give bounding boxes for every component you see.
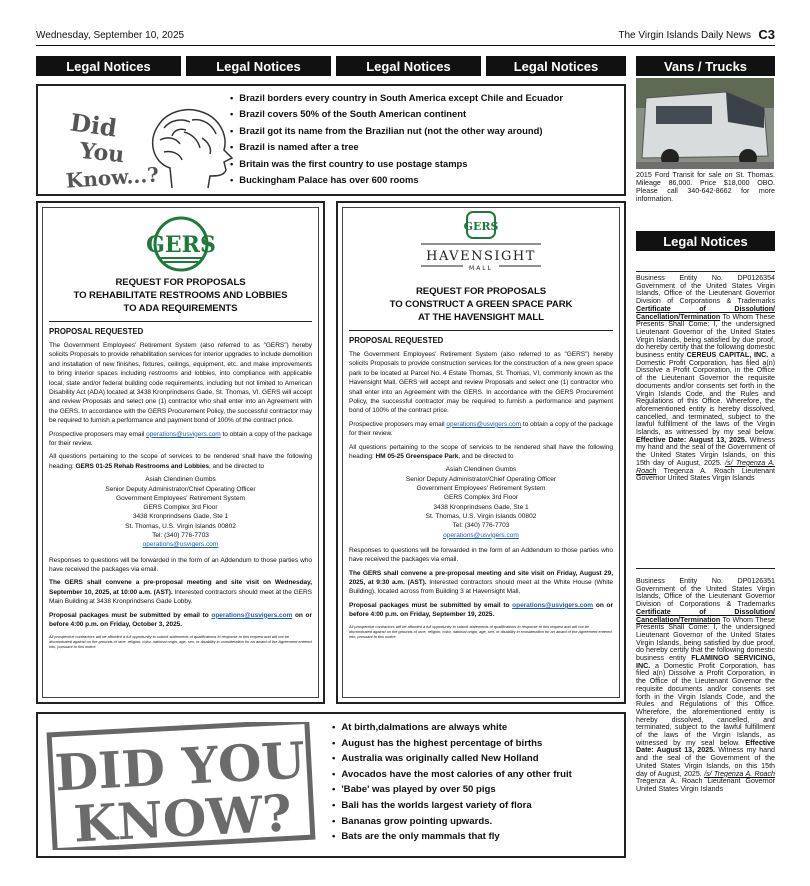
fact-item: • Brazil is named after a tree (230, 141, 563, 152)
contact-email-link[interactable]: operations@usvigers.com (443, 531, 519, 539)
did-you-know-bottom-facts (332, 722, 572, 847)
proposal-requested-heading: PROPOSAL REQUESTED (349, 330, 613, 345)
fact-item: • Bananas grow pointing upwards. (332, 816, 572, 827)
did-you-know-top-box (36, 84, 626, 196)
rfp-left-contact: Asiah Clendinen Gumbs Senior Deputy Administrator/Chief Operating Officer Government Employees' Retirement System GERS Complex 3rd Floor 3438 Kronprindsens Gade, Ste 1 St. Thomas, U.S. Virgin Islands 00802 Tel: (340) 776-7703 operations@usvigers.com (43, 475, 318, 549)
contact-email-link[interactable]: operations@usvigers.com (142, 541, 219, 549)
gers-logo (43, 208, 318, 270)
rfp-left-title: REQUEST FOR PROPOSALS TO REHABILITATE RESTROOMS AND LOBBIES TO ADA REQUIREMENTS (73, 277, 288, 314)
issue-date: Wednesday, September 10, 2025 (36, 30, 185, 41)
dissolution-notice-flamingo: Business Entity No. DP0126351 Government of the United States Virgin Islands, Office of the Lieutenant Governor Division of Corporations & Trademarks Certificate of Dissolution/ Cancellation/Termination To Whom These Presents Shall Come: I, the undersigned Lieutenant Governor of the United States Virgin Islands, being satisfied by due proof, do hereby certify that the following domestic business entity FLAMINGO SERVICING, INC. a Domestic Profit Corporation, has filed a(n) Dissolve a Profit Corporation, in the Office of the Lieutenant Governor the requisite documents and/or consents set forth in the Virgin Islands Code, and the Rules and Regulations of this Office. Wherefore, the aforementioned entity is hereby dissolved, cancelled, and terminated, subject to the lawful fulfillment of the laws of the Virgin Islands, as witnessed by my seal below. Effective Date: August 13, 2025. Witness my hand and the seal of the Government of the United States Virgin Islands, on this 15th day of August, 2025. /s/ Tregenza A. Roach Tregenza A. Roach Lieutenant Governor United States Virgin Islands (636, 577, 775, 793)
stamp-line-1: DID YOU (53, 730, 307, 803)
havensight-logo (343, 208, 619, 285)
rfp-left-fine-print: All prospective contractors will be afforded a full opportunity to submit statements of qualifications in response to this request and will not be discriminated against on the grounds of race, religion, color, national origin, age, sex, or disability in consideration for an award of the Agreement entered into, pursuant to this notice. (49, 633, 312, 649)
did-you-know-stamp (46, 722, 316, 850)
dissolution-notice-cereus: Business Entity No. DP0126354 Government of the United States Virgin Islands, Office of the Lieutenant Governor Division of Corporations & Trademarks Certificate of Dissolution/ Cancellation/Termination To Whom These Presents Shall Come: I, the undersigned Lieutenant Governor of the United States Virgin Islands, being satisfied by due proof, do hereby certify that the following domestic business entity CEREUS CAPITAL, INC. a Domestic Profit Corporation, has filed a(n) Dissolve a Profit Corporation, in the Office of the Lieutenant Governor the requisite documents and/or consents set forth in the Virgin Islands Code, and the Rules and Regulations of this Office. Wherefore, the aforementioned entity is hereby dissolved, cancelled, and terminated, subject to the lawful fulfillment of the laws of the Virgin Islands, as witnessed by my seal below. Effective Date: August 13, 2025. Witness my hand and the seal of the Government of the United States Virgin Islands, on this 15th day of August, 2025. /s/ Tregenza A. Roach Tregenza A. Roach Lieutenant Governor United States Virgin Islands (636, 274, 776, 483)
rfp-restrooms-notice: GERS REQUEST FOR PROPOSALS TO REHABILITATE RESTROOMS AND LOBBIES TO ADA REQUIREMENTS PROPOSAL REQUESTED The Government Employees' Retirement System (also referred to as "GERS") hereby solicits Proposals to provide rehabilitation services for interior upgrades to include demolition and installation of new finishes, fixtures, ceilings, equipment, etc. and make improvements to bring interior spaces including restrooms and lobbies, into compliance with applicable local, state and/or federal building code requirements, including but not limited to American Disability Act (ADA) located at 3438 Kronprindsens Gade, St. Thomas, VI. GERS will accept and review Proposals and select one (1) contractor who shall enter into an Agreement with the GERS. In accordance with the GERS Procurement Policy, the successful contractor may be required to furnish a performance and payment bond of 100% of the contract price. Prospective proposers may email operations@usvigers.com to obtain a copy of the package for their review. All questions pertaining to the scope of services to be rendered shall have the following heading: GERS 01-25 Rehab Restrooms and Lobbies, and be directed to Asiah Clendinen Gumbs Senior Deputy Administrator/Chief Operating Officer Government Employees' Retirement System GERS Complex 3rd Floor 3438 Kronprindsens Gade, Ste 1 St. Thomas, U.S. Virgin Islands 00802 Tel: (340) 776-7703 operations@usvigers.com Responses to questions will be forwarded in the form of an Addendum to those parties who have received the packages via email. The GERS shall convene a pre-proposal meeting and site visit on Wednesday, September 10, 2025, at 10:00 a.m. (AST). Interested contractors should meet at the GERS Main Building at 3438 Kronprindsens Gade Lobby. Proposal packages must be submitted by email to operations@usvigers.com on or before 4:00 p.m. on Friday, October 3, 2025. All prospective contractors will be afforded a full opportunity to submit statements of qualifications in response to this request and will not be discriminated against on the grounds of race, religion, color, national origin, age, sex, or disability in consideration for an award of the Agreement entered into, pursuant to this notice. (36, 201, 325, 704)
fact-item: • Britain was the first country to use postage stamps (230, 158, 563, 169)
fact-item: • Brazil covers 50% of the South American continent (230, 108, 563, 119)
vans-trucks-banner: Vans / Trucks (636, 56, 775, 76)
fact-item: • Australia was originally called New Holland (332, 753, 572, 764)
email-link[interactable]: operations@usvigers.com (146, 430, 221, 438)
legal-notices-banner-1: Legal Notices (36, 56, 181, 76)
notice-divider (636, 271, 775, 272)
fact-item: • August has the highest percentage of births (332, 738, 572, 749)
fact-item: • Brazil borders every country in South America except Chile and Ecuador (230, 92, 563, 103)
art-word-you: You (78, 137, 126, 169)
fact-item: • Avocados have the most calories of any other fruit (332, 769, 572, 780)
fact-item: • At birth,dalmations are always white (332, 722, 572, 733)
mall-word: MALL (469, 265, 493, 272)
header-rule (36, 45, 775, 46)
brain-head-icon (153, 110, 232, 188)
gers-logo-text: GERS (145, 232, 216, 258)
art-word-did: Did (68, 107, 119, 143)
van-ad-text: 2015 Ford Transit for sale on St. Thomas. Mileage 86,000. Price $18,000 OBO. Please call 340-642-8662 for more information. (636, 171, 775, 203)
notice-divider (636, 568, 775, 569)
rfp-right-contact: Asiah Clendinen Gumbs Senior Deputy Administrator/Chief Operating Officer Government Employees' Retirement System GERS Complex 3rd Floor 3438 Kronprindsens Gade, Ste 1 St. Thomas, U.S. Virgin Islands 00802 Tel: (340) 776-7703 operations@usvigers.com (343, 465, 619, 539)
newspaper-name: The Virgin Islands Daily News (618, 30, 751, 41)
art-word-know: Know...? (65, 162, 160, 191)
fact-item: • Buckingham Palace has over 600 rooms (230, 174, 563, 185)
page-header (36, 27, 775, 45)
did-you-know-brain-art (52, 96, 242, 191)
fact-item: • 'Babe' was played by over 50 pigs (332, 784, 572, 795)
submit-email-link[interactable]: operations@usvigers.com (211, 611, 293, 619)
havensight-gers-text: GERS (463, 220, 499, 233)
fact-item: • Bali has the worlds largest variety of flora (332, 800, 572, 811)
proposal-requested-heading: PROPOSAL REQUESTED (49, 321, 312, 336)
van-photo (636, 78, 774, 169)
legal-notices-banner-4: Legal Notices (486, 56, 626, 76)
rfp-right-body: The Government Employees' Retirement System (also referred to as "GERS") hereby solicits Proposals to provide construction services for the construction of a new green space park to be located at Parcel No. 4 Estate Thomas, St. Thomas, VI, commonly known as the Havensight Mall. GERS will accept and review Proposals and select one (1) contractor who shall enter into an Agreement with the GERS. In accordance with the GERS Procurement Policy, the successful contractor may be required to furnish a performance and payment bond of 100% of the contract price. Prospective proposers may email operations@usvigers.com to obtain a copy of the package for their review. All questions pertaining to the scope of services to be rendered shall have the following heading: HM 05-25 Greenspace Park, and be directed to (349, 351, 613, 461)
rfp-left-body: The Government Employees' Retirement System (also referred to as "GERS") hereby solicits Proposals to provide rehabilitation services for interior upgrades to include demolition and installation of new finishes, fixtures, ceilings, equipment, etc. and make improvements to bring interior spaces including restrooms and lobbies, into compliance with applicable local, state and/or federal building code requirements, including but not limited to American Disability Act (ADA) located at 3438 Kronprindsens Gade, St. Thomas, VI. GERS will accept and review Proposals and select one (1) contractor who shall enter into an Agreement with the GERS. In accordance with the GERS Procurement Policy, the successful contractor may be required to furnish a performance and payment bond of 100% of the contract price. Prospective proposers may email operations@usvigers.com to obtain a copy of the package for their review. All questions pertaining to the scope of services to be rendered shall have the following heading: GERS 01-25 Rehab Restrooms and Lobbies, and be directed to (49, 342, 312, 470)
submit-email-link[interactable]: operations@usvigers.com (512, 601, 594, 609)
legal-notices-banner-3: Legal Notices (336, 56, 481, 76)
email-link[interactable]: operations@usvigers.com (446, 420, 522, 428)
stamp-line-2: KNOW? (72, 783, 294, 850)
rfp-right-fine-print: All prospective contractors will be afforded a full opportunity to submit statements of qualifications in response to this request and will not be discriminated against on the grounds of race, religion, color, national origin, age, sex, or disability in consideration for an award of the Agreement entered into, pursuant to this notice. (349, 623, 612, 639)
legal-notices-banner-2: Legal Notices (186, 56, 331, 76)
fact-item: • Bats are the only mammals that fly (332, 831, 572, 842)
rfp-right-title: REQUEST FOR PROPOSALS TO CONSTRUCT A GREEN SPACE PARK AT THE HAVENSIGHT MALL (389, 286, 573, 323)
legal-notices-banner-right: Legal Notices (636, 231, 775, 251)
page-number: C3 (758, 27, 775, 42)
fact-item: • Brazil got its name from the Brazilian nut (not the other way around) (230, 125, 563, 136)
havensight-word: HAVENSIGHT (426, 249, 536, 264)
did-you-know-top-facts (230, 92, 563, 190)
did-you-know-bottom-box (36, 712, 626, 858)
rfp-greenspace-notice: GERS HAVENSIGHT MALL REQUEST FOR PROPOSALS TO CONSTRUCT A GREEN SPACE PARK AT THE HAVENSIGHT MALL PROPOSAL REQUESTED The Government Employees' Retirement System (also referred to as "GERS") hereby solicits Proposals to provide construction services for the construction of a new green space park to be located at Parcel No. 4 Estate Thomas, St. Thomas, VI, commonly known as the Havensight Mall. GERS will accept and review Proposals and select one (1) contractor who shall enter into an Agreement with the GERS. In accordance with the GERS Procurement Policy, the successful contractor may be required to furnish a performance and payment bond of 100% of the contract price. Prospective proposers may email operations@usvigers.com to obtain a copy of the package for their review. All questions pertaining to the scope of services to be rendered shall have the following heading: HM 05-25 Greenspace Park, and be directed to Asiah Clendinen Gumbs Senior Deputy Administrator/Chief Operating Officer Government Employees' Retirement System GERS Complex 3rd Floor 3438 Kronprindsens Gade, Ste 1 St. Thomas, U.S. Virgin Islands 00802 Tel: (340) 776-7703 operations@usvigers.com Responses to questions will be forwarded in the form of an Addendum to those parties who have received the packages via email. The GERS shall convene a pre-proposal meeting and site visit on Friday, August 29, 2025, at 9:30 a.m. (AST). Interested contractors should meet at the White House (White Building), located across from Building 3 at Havensight Mall. Proposal packages must be submitted by email to operations@usvigers.com on or before 4:00 p.m. on Friday, September 19, 2025. All prospective contractors will be afforded a full opportunity to submit statements of qualifications in response to this request and will not be discriminated against on the grounds of race, religion, color, national origin, age, sex, or disability in consideration for an award of the Agreement entered into, pursuant to this notice. (336, 201, 626, 704)
